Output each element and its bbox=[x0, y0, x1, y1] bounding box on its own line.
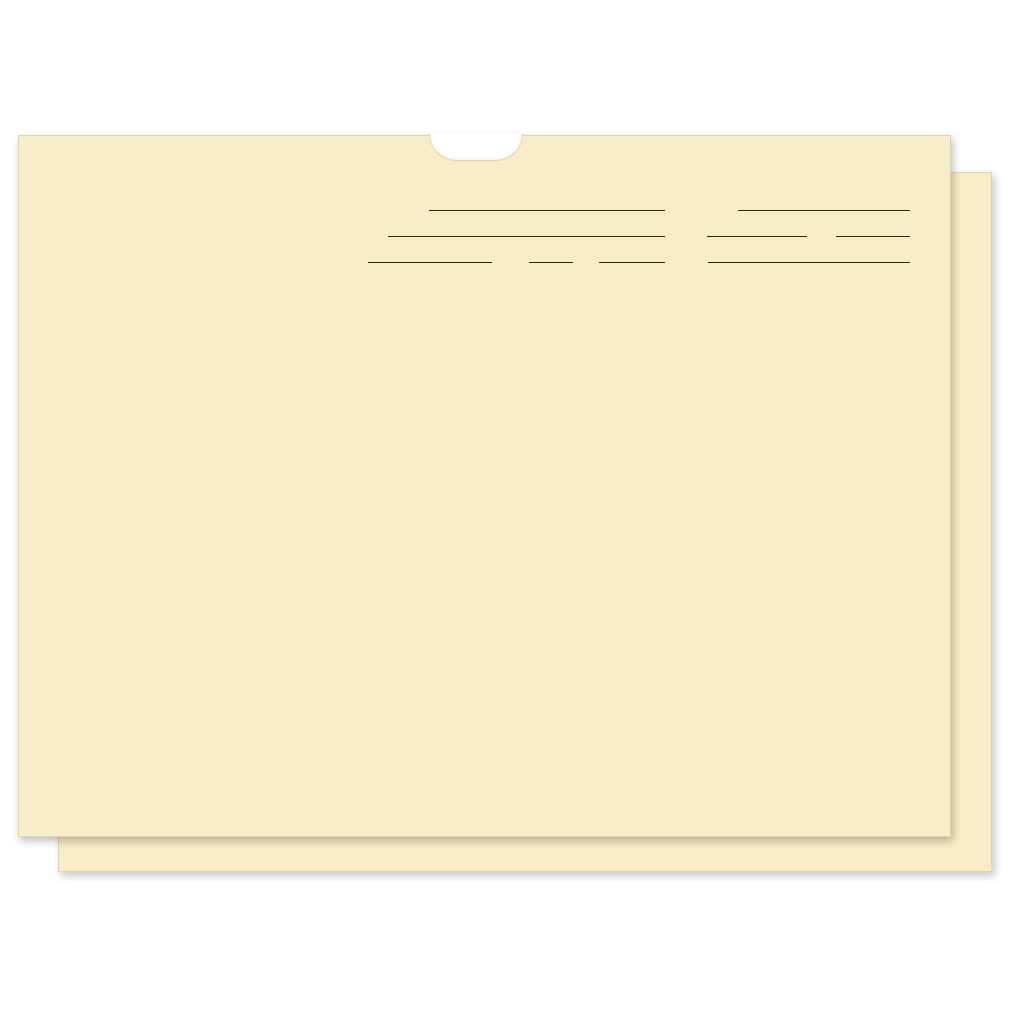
front-folder bbox=[18, 135, 951, 837]
zip-field[interactable] bbox=[599, 262, 665, 263]
city-field[interactable] bbox=[368, 262, 492, 263]
purchased-from-field[interactable] bbox=[429, 210, 665, 211]
address-field[interactable] bbox=[388, 236, 665, 237]
thumb-cut bbox=[429, 134, 523, 161]
phone-field[interactable] bbox=[708, 262, 910, 263]
year-field[interactable] bbox=[836, 236, 910, 237]
state-field[interactable] bbox=[529, 262, 573, 263]
voucher-no-field[interactable] bbox=[738, 210, 910, 211]
month-field[interactable] bbox=[707, 236, 807, 237]
